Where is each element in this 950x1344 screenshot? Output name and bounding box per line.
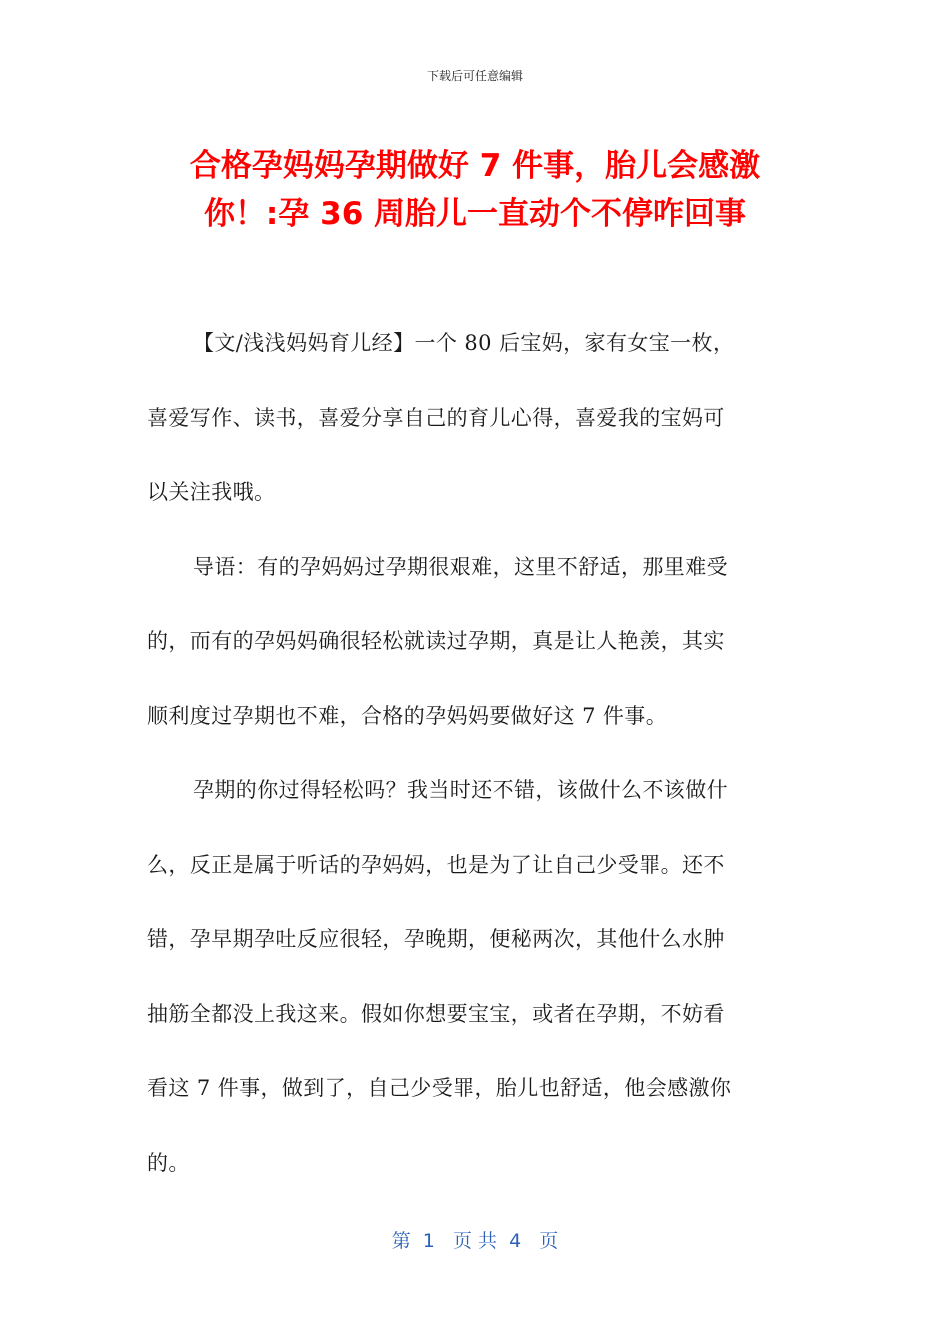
paragraph-line: 么，反正是属于听话的孕妈妈，也是为了让自己少受罪。还不 xyxy=(147,852,725,877)
paragraph-line: 的，而有的孕妈妈确很轻松就读过孕期，真是让人艳羡，其实 xyxy=(147,629,725,653)
paragraph-line: 喜爱写作、读书，喜爱分享自己的育儿心得，喜爱我的宝妈可 xyxy=(147,405,725,430)
title-line-1: 合格孕妈妈孕期做好 7 件事，胎儿会感激 xyxy=(189,148,761,184)
paragraph-line: 导语：有的孕妈妈过孕期很艰难，这里不舒适，那里难受 xyxy=(193,554,728,579)
document-body xyxy=(147,325,792,1219)
paragraph-line: 以关注我哦。 xyxy=(147,480,276,504)
paragraph-line: 的。 xyxy=(147,1150,190,1175)
page-number-footer: 第 1 页 共 4 页 xyxy=(391,1230,559,1252)
paragraph-line: 孕期的你过得轻松吗？我当时还不错，该做什么不该做什 xyxy=(193,778,728,802)
title-line-2: 你！:孕 36 周胎儿一直动个不停咋回事 xyxy=(203,196,747,232)
paragraph-line: 错，孕早期孕吐反应很轻，孕晚期，便秘两次，其他什么水肿 xyxy=(147,927,725,951)
paragraph-experience xyxy=(147,772,792,1182)
paragraph-intro xyxy=(147,325,792,512)
paragraph-line: 顺利度过孕期也不难，合格的孕妈妈要做好这 7 件事。 xyxy=(147,703,668,728)
paragraph-line: 【文/浅浅妈妈育儿经】一个 80 后宝妈，家有女宝一枚， xyxy=(193,331,735,355)
header-note: 下载后可任意编辑 xyxy=(426,69,523,83)
paragraph-lead xyxy=(147,549,792,736)
document-title xyxy=(120,142,830,238)
paragraph-line: 看这 7 件事，做到了，自己少受罪，胎儿也舒适，他会感激你 xyxy=(147,1076,732,1100)
paragraph-line: 抽筋全都没上我这来。假如你想要宝宝，或者在孕期，不妨看 xyxy=(147,1001,725,1026)
